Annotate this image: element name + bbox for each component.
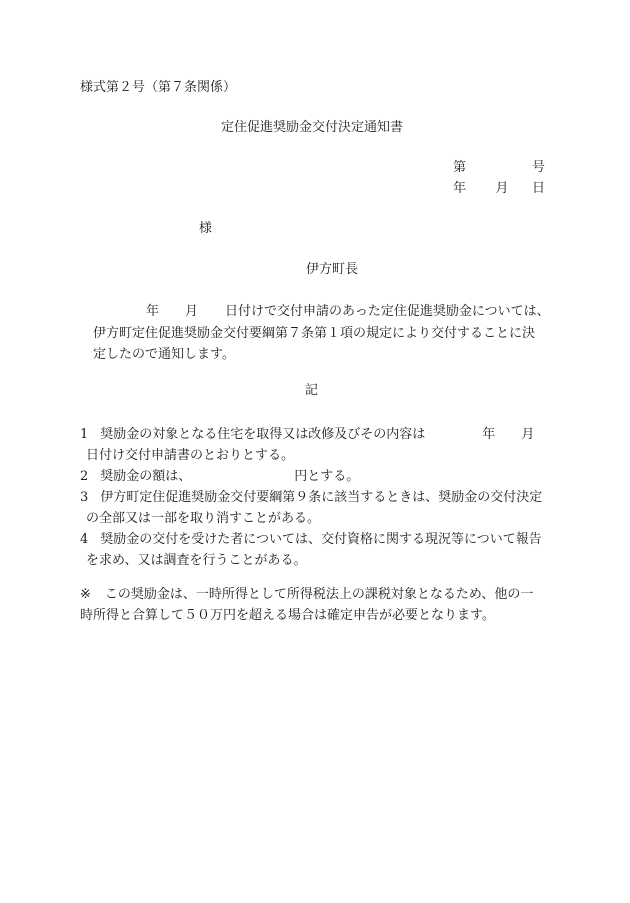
item-text: 奨励金の対象となる住宅を取得又は改修及びその内容は	[100, 427, 426, 442]
list-item	[80, 466, 542, 487]
reference-number	[453, 160, 545, 176]
note-mark: ※	[80, 587, 91, 602]
note-line-2: 時所得と合算して５０万円を超える場合は確定申告が必要となります。	[80, 608, 495, 623]
issue-date	[453, 181, 545, 197]
items-list	[80, 424, 542, 571]
item-continuation: の全部又は一部を取り消すことがある。	[86, 511, 321, 526]
date-year: 年	[453, 181, 467, 196]
body-line-3: 定したので通知します。	[93, 347, 235, 362]
list-item	[80, 529, 542, 550]
body-year: 年	[146, 304, 160, 319]
item-continuation: を求め、又は調査を行うことがある。	[86, 553, 307, 568]
date-month: 月	[495, 181, 509, 196]
body-line-1	[80, 301, 550, 323]
ki-heading: 記	[305, 383, 319, 398]
sender-name: 伊方町長	[306, 262, 359, 277]
number-prefix: 第	[453, 160, 467, 175]
item-text: 伊方町定住促進奨励金交付要綱第９条に該当するときは、奨励金の交付決定	[100, 490, 543, 505]
recipient-honorific: 様	[199, 221, 213, 236]
item-suffix: 円とする。	[294, 469, 360, 484]
item-number: 4	[80, 532, 89, 547]
item-continuation: 日付け交付申請書のとおりとする。	[86, 448, 295, 463]
list-item	[80, 487, 542, 508]
note-line-1	[80, 584, 533, 605]
form-number: 様式第２号（第７条関係）	[80, 80, 237, 95]
tax-note	[80, 584, 533, 626]
body-month: 月	[185, 304, 199, 319]
date-day: 日	[531, 181, 545, 196]
list-item	[80, 424, 542, 445]
item-number: 1	[80, 427, 89, 442]
item-text: 奨励金の額は、	[100, 469, 192, 484]
item-number: 3	[80, 490, 89, 505]
number-suffix: 号	[531, 160, 545, 175]
item-number: 2	[80, 469, 89, 484]
body-paragraph	[80, 301, 550, 366]
body-line-2: 伊方町定住促進奨励金交付要綱第７条第１項の規定により交付することに決	[93, 325, 536, 341]
body-line-1-text: 日付けで交付申請のあった定住促進奨励金については、	[225, 304, 550, 319]
note-line-1-text: この奨励金は、一時所得として所得税法上の課税対象となるため、他の一	[104, 587, 534, 602]
document-title: 定住促進奨励金交付決定通知書	[221, 120, 404, 135]
item-year: 年	[482, 427, 496, 442]
item-text: 奨励金の交付を受けた者については、交付資格に関する現況等について報告	[100, 532, 542, 547]
item-month: 月	[521, 427, 535, 442]
